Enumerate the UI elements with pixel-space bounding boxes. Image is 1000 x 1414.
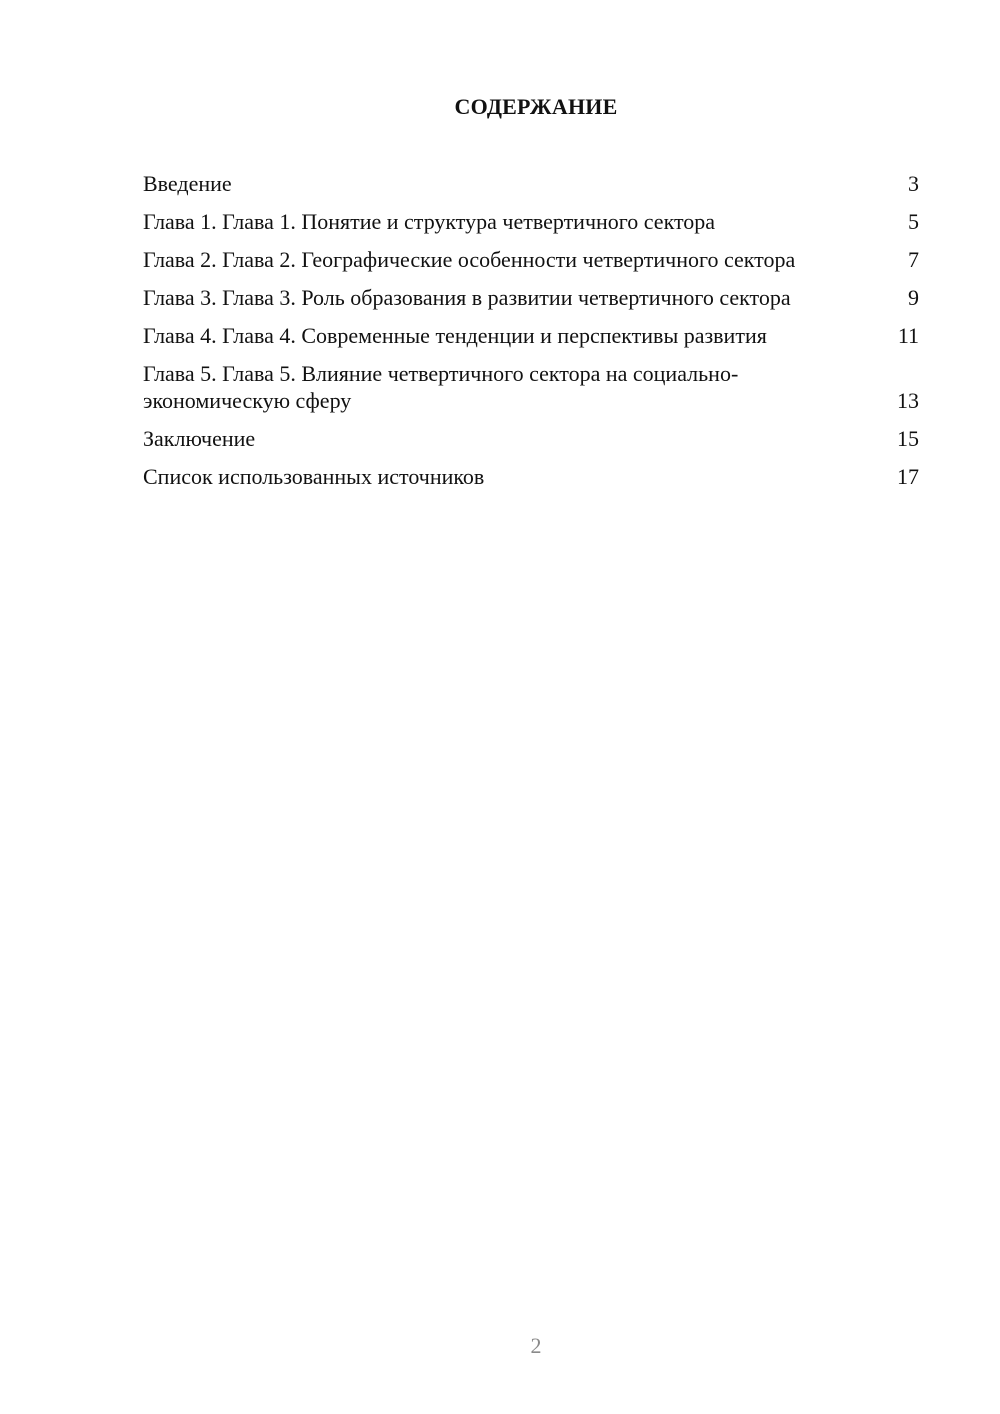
toc-entry-page: 13 [897, 388, 919, 413]
toc-entry-title: Введение [143, 171, 232, 196]
toc-entry-chapter-3 [143, 284, 919, 311]
toc-entry-title: Глава 4. Глава 4. Современные тенденции и перспективы развития [143, 323, 767, 348]
toc-entry-chapter-1 [143, 208, 919, 235]
table-of-contents [143, 170, 919, 501]
toc-entry-title: Глава 5. Глава 5. Влияние четвертичного сектора на социально-экономическую сферу [143, 361, 739, 413]
toc-entry-page: 3 [908, 171, 919, 196]
toc-entry-introduction [143, 170, 919, 197]
toc-entry-chapter-5 [143, 360, 919, 414]
toc-entry-chapter-2 [143, 246, 919, 273]
toc-entry-title: Список использованных источников [143, 464, 485, 489]
toc-entry-page: 17 [897, 464, 919, 489]
toc-entry-title: Глава 1. Глава 1. Понятие и структура четвертичного сектора [143, 209, 716, 234]
page-title: СОДЕРЖАНИЕ [454, 94, 618, 119]
toc-entry-title: Заключение [143, 426, 256, 451]
page-number: 2 [530, 1333, 542, 1358]
toc-entry-title: Глава 3. Глава 3. Роль образования в развитии четвертичного сектора [143, 285, 791, 310]
toc-entry-conclusion [143, 425, 919, 452]
toc-entry-page: 11 [897, 323, 919, 348]
toc-entry-page: 7 [908, 247, 919, 272]
toc-entry-page: 15 [897, 426, 919, 451]
toc-entry-page: 5 [908, 209, 919, 234]
toc-entry-chapter-4 [143, 322, 919, 349]
toc-entry-title: Глава 2. Глава 2. Географические особенности четвертичного сектора [143, 247, 796, 272]
toc-entry-references [143, 463, 919, 490]
toc-entry-page: 9 [908, 285, 919, 310]
